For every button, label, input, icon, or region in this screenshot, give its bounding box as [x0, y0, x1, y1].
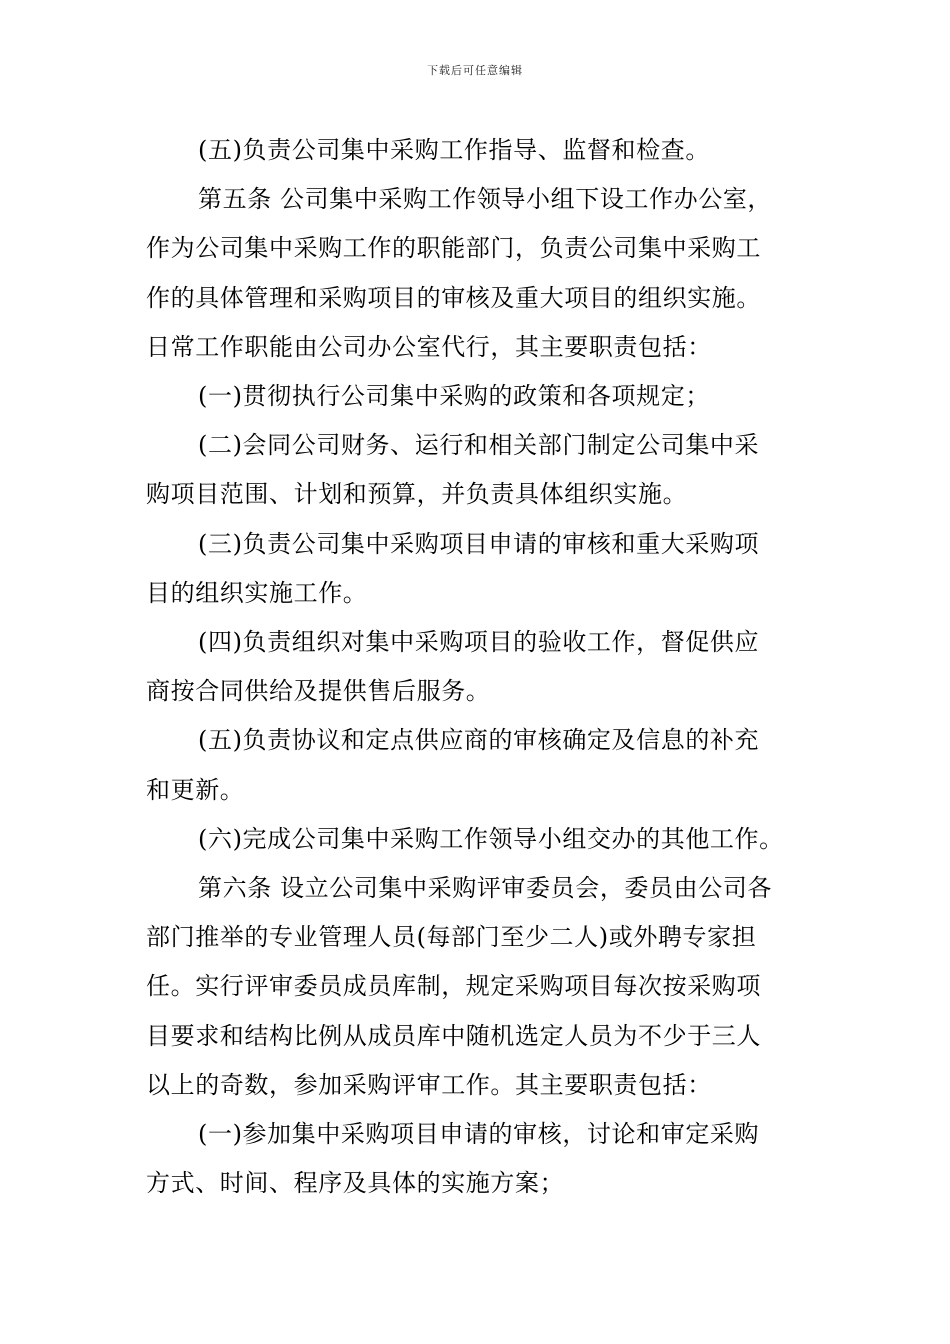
paragraph: [146, 126, 810, 175]
text-line: (五)负责协议和定点供应商的审核确定及信息的补充: [198, 726, 760, 755]
text-line: 作的具体管理和采购项目的审核及重大项目的组织实施。: [146, 283, 761, 312]
paragraph: [146, 815, 810, 864]
text-line: 和更新。: [146, 775, 245, 804]
page-header: 下载后可任意编辑: [427, 64, 523, 77]
text-line: 商按合同供给及提供售后服务。: [146, 677, 491, 706]
text-line: 任。实行评审委员成员库制，规定采购项目每次按采购项: [146, 972, 761, 1001]
text-line: 第六条 设立公司集中采购评审委员会，委员由公司各: [198, 874, 773, 903]
paragraph: [146, 864, 810, 1110]
text-line: (一)参加集中采购项目申请的审核，讨论和审定采购: [198, 1120, 760, 1149]
paragraph: [146, 618, 810, 716]
text-line: 日常工作职能由公司办公室代行，其主要职责包括：: [146, 332, 712, 361]
text-line: (四)负责组织对集中采购项目的验收工作，督促供应: [198, 628, 760, 657]
document-body: [146, 126, 810, 1208]
paragraph: [146, 520, 810, 618]
text-line: (三)负责公司集中采购项目申请的审核和重大采购项: [198, 529, 760, 558]
paragraph: [146, 372, 810, 421]
text-line: 作为公司集中采购工作的职能部门，负责公司集中采购工: [146, 234, 761, 263]
text-line: 购项目范围、计划和预算，并负责具体组织实施。: [146, 480, 688, 509]
text-line: 目的组织实施工作。: [146, 578, 368, 607]
text-line: 第五条 公司集中采购工作领导小组下设工作办公室，: [198, 185, 773, 214]
paragraph: [146, 716, 810, 814]
text-line: (五)负责公司集中采购工作指导、监督和检查。: [198, 136, 710, 164]
text-line: 方式、时间、程序及具体的实施方案；: [146, 1169, 565, 1198]
paragraph: [146, 175, 810, 372]
text-line: (二)会同公司财务、运行和相关部门制定公司集中采: [198, 431, 760, 460]
text-line: (一)贯彻执行公司集中采购的政策和各项规定；: [198, 382, 710, 411]
text-line: 以上的奇数，参加采购评审工作。其主要职责包括：: [146, 1070, 712, 1099]
paragraph: [146, 421, 810, 519]
text-line: 部门推举的专业管理人员(每部门至少二人)或外聘专家担: [146, 923, 757, 952]
text-line: 目要求和结构比例从成员库中随机选定人员为不少于三人: [146, 1021, 761, 1050]
paragraph: [146, 1110, 810, 1208]
text-line: (六)完成公司集中采购工作领导小组交办的其他工作。: [198, 824, 784, 853]
